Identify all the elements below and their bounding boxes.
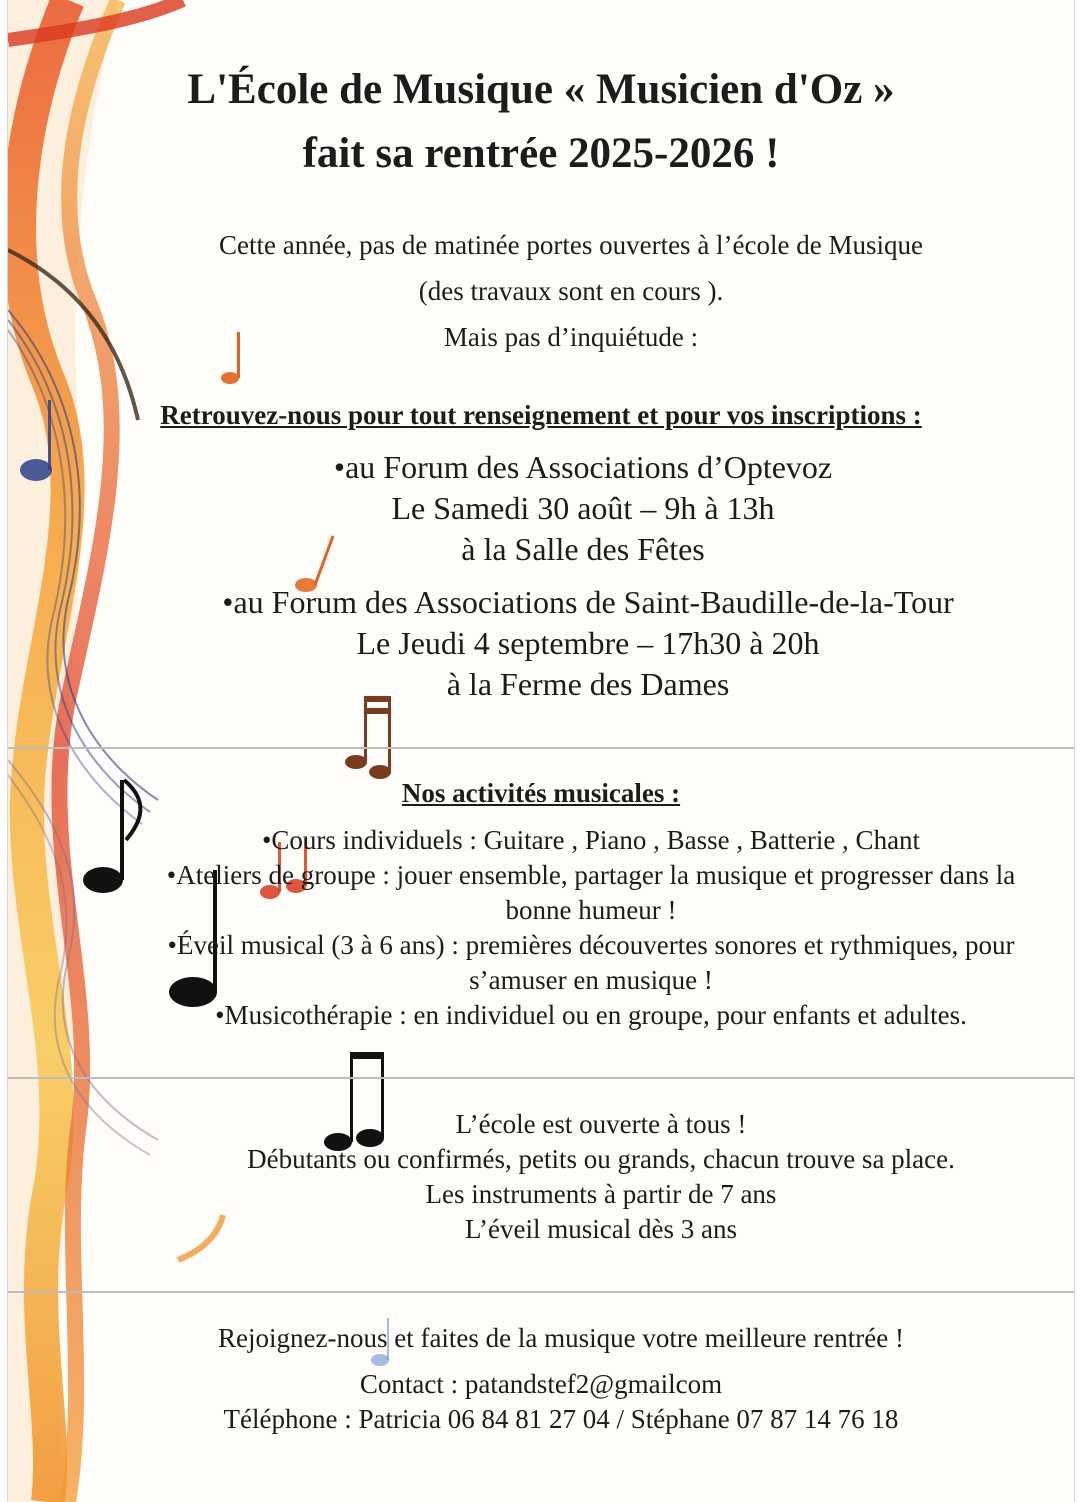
event-optevoz [8,447,1075,570]
activity-line: •Musicothérapie : en individuel ou en groupe, pour enfants et adultes. [215,1000,967,1030]
events-heading: Retrouvez-nous pour tout renseignement et pour vos inscriptions : [160,400,922,430]
activity-line: •Éveil musical (3 à 6 ans) : premières découvertes sonores et rythmiques, pour [167,930,1015,960]
title-block [8,58,1074,186]
flyer-content [8,0,1074,1502]
activities-heading: Nos activités musicales : [401,778,681,808]
activity-line: •Ateliers de groupe : jouer ensemble, partager la musique et progresser dans la [166,860,1016,890]
flyer-page [7,0,1075,1502]
title-line-1: L'École de Musique « Musicien d'Oz » [187,66,895,113]
openness-line: Les instruments à partir de 7 ans [425,1179,777,1209]
activities-list [58,823,1075,1033]
divider [8,1077,1074,1079]
divider [8,1291,1074,1293]
divider [8,747,1074,749]
openness-line: L’éveil musical dès 3 ans [465,1214,737,1244]
activity-line: s’amuser en musique ! [469,965,713,995]
event-saint-baudille-place: •au Forum des Associations de Saint-Baudille-de-la-Tour [222,584,954,620]
openness-block [68,1107,1075,1247]
intro-line-3: Mais pas d’inquiétude : [443,322,699,352]
activity-line: bonne humeur ! [505,895,677,925]
openness-line: L’école est ouverte à tous ! [455,1109,747,1139]
openness-line: Débutants ou confirmés, petits ou grands, chacun trouve sa place. [247,1144,955,1174]
event-saint-baudille-date: Le Jeudi 4 septembre – 17h30 à 20h [356,625,820,661]
footer-invite: Rejoignez-nous et faites de la musique votre meilleure rentrée ! [218,1323,904,1353]
contact-email: Contact : patandstef2@gmailcom [359,1369,723,1399]
contact-phone: Téléphone : Patricia 06 84 81 27 04 / Stéphane 07 87 14 76 18 [223,1404,899,1434]
event-optevoz-venue: à la Salle des Fêtes [461,531,705,567]
event-saint-baudille-venue: à la Ferme des Dames [446,666,730,702]
activity-line: •Cours individuels : Guitare , Piano , Basse , Batterie , Chant [261,825,921,855]
intro-line-1: Cette année, pas de matinée portes ouvertes à l’école de Musique [219,230,923,260]
event-saint-baudille [8,582,1075,705]
event-optevoz-place: •au Forum des Associations d’Optevoz [333,449,833,485]
title-line-2: fait sa rentrée 2025-2026 ! [302,130,780,177]
event-optevoz-date: Le Samedi 30 août – 9h à 13h [391,490,775,526]
intro-line-2: (des travaux sont en cours ). [418,276,724,306]
intro-block [38,222,1075,360]
